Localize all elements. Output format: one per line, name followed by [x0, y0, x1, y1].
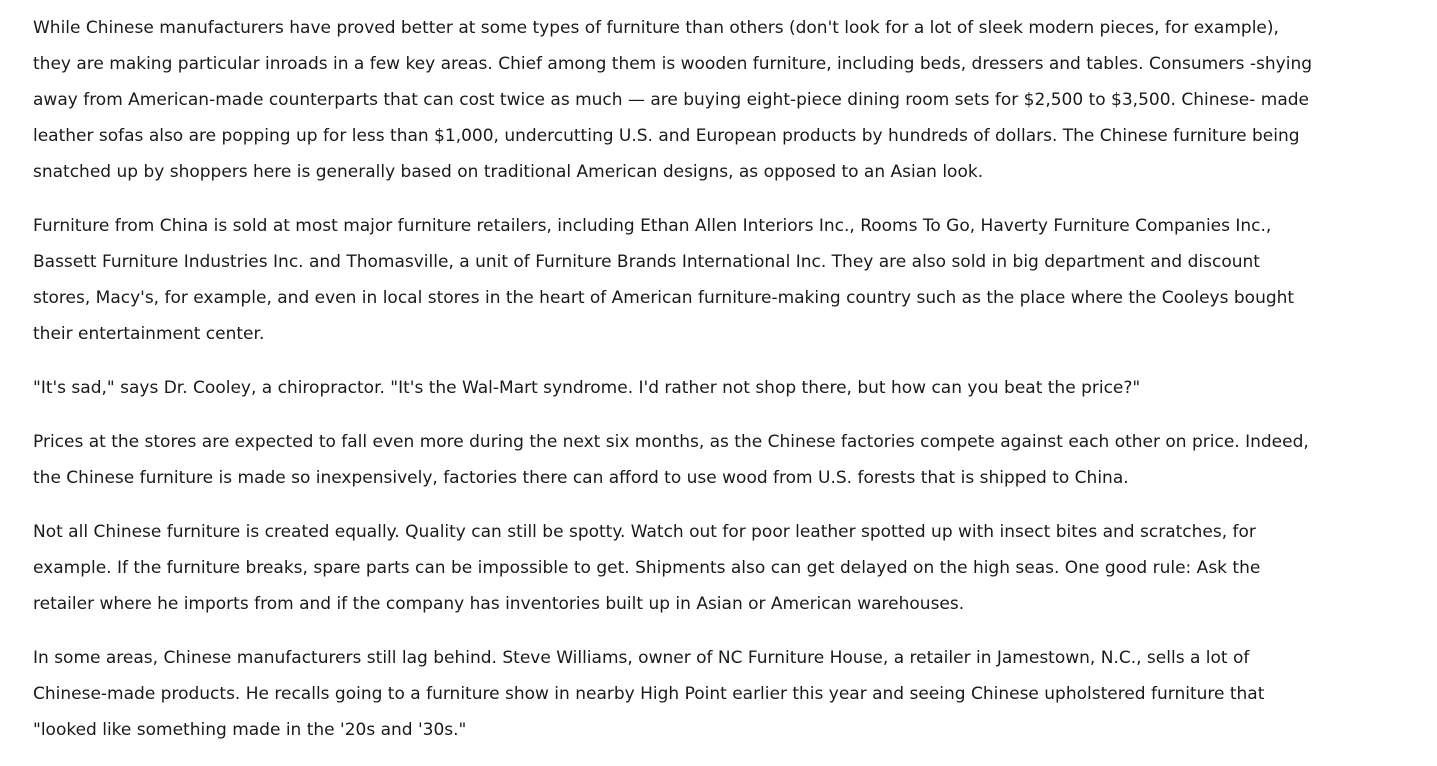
text-line: they are making particular inroads in a few key areas. Chief among them is wooden furniture, including beds, dressers and tables. Consumers -shying	[33, 54, 1313, 74]
text-line: While Chinese manufacturers have proved better at some types of furniture than others (don't look for a lot of sleek modern pieces, for example),	[33, 18, 1279, 38]
paragraph-3-quote	[33, 370, 1405, 406]
text-line: the Chinese furniture is made so inexpensively, factories there can afford to use wood from U.S. forests that is shipped to China.	[33, 468, 1129, 488]
text-line: In some areas, Chinese manufacturers still lag behind. Steve Williams, owner of NC Furniture House, a retailer in Jamestown, N.C., sells a lot of	[33, 648, 1250, 668]
paragraph-2	[33, 208, 1405, 352]
text-line: retailer where he imports from and if the company has inventories built up in Asian or American warehouses.	[33, 594, 965, 614]
text-line: Furniture from China is sold at most major furniture retailers, including Ethan Allen Interiors Inc., Rooms To Go, Haverty Furniture Companies Inc.,	[33, 216, 1272, 236]
text-line: Chinese-made products. He recalls going to a furniture show in nearby High Point earlier this year and seeing Chinese upholstered furniture that	[33, 684, 1265, 704]
text-line: stores, Macy's, for example, and even in local stores in the heart of American furniture-making country such as the place where the Cooleys bought	[33, 288, 1295, 308]
text-line: example. If the furniture breaks, spare parts can be impossible to get. Shipments also can get delayed on the high seas. One good rule: Ask the	[33, 558, 1261, 578]
text-line: Bassett Furniture Industries Inc. and Thomasville, a unit of Furniture Brands International Inc. They are also sold in big department and discount	[33, 252, 1260, 272]
paragraph-5	[33, 514, 1405, 622]
article-body	[33, 10, 1405, 766]
text-line: leather sofas also are popping up for less than $1,000, undercutting U.S. and European products by hundreds of dollars. The Chinese furniture being	[33, 126, 1300, 146]
text-line: their entertainment center.	[33, 324, 265, 344]
paragraph-4	[33, 424, 1405, 496]
text-line: "looked like something made in the '20s and '30s."	[33, 720, 467, 740]
text-line: Prices at the stores are expected to fall even more during the next six months, as the Chinese factories compete against each other on price. Indeed,	[33, 432, 1309, 452]
text-line: away from American-made counterparts that can cost twice as much — are buying eight-piece dining room sets for $2,500 to $3,500. Chinese- made	[33, 90, 1310, 110]
paragraph-6	[33, 640, 1405, 748]
text-line: Not all Chinese furniture is created equally. Quality can still be spotty. Watch out for poor leather spotted up with insect bites and scratches, for	[33, 522, 1256, 542]
paragraph-1	[33, 10, 1405, 190]
text-line: snatched up by shoppers here is generally based on traditional American designs, as opposed to an Asian look.	[33, 162, 984, 182]
text-line: "It's sad," says Dr. Cooley, a chiropractor. "It's the Wal-Mart syndrome. I'd rather not shop there, but how can you beat the price?"	[33, 378, 1141, 398]
